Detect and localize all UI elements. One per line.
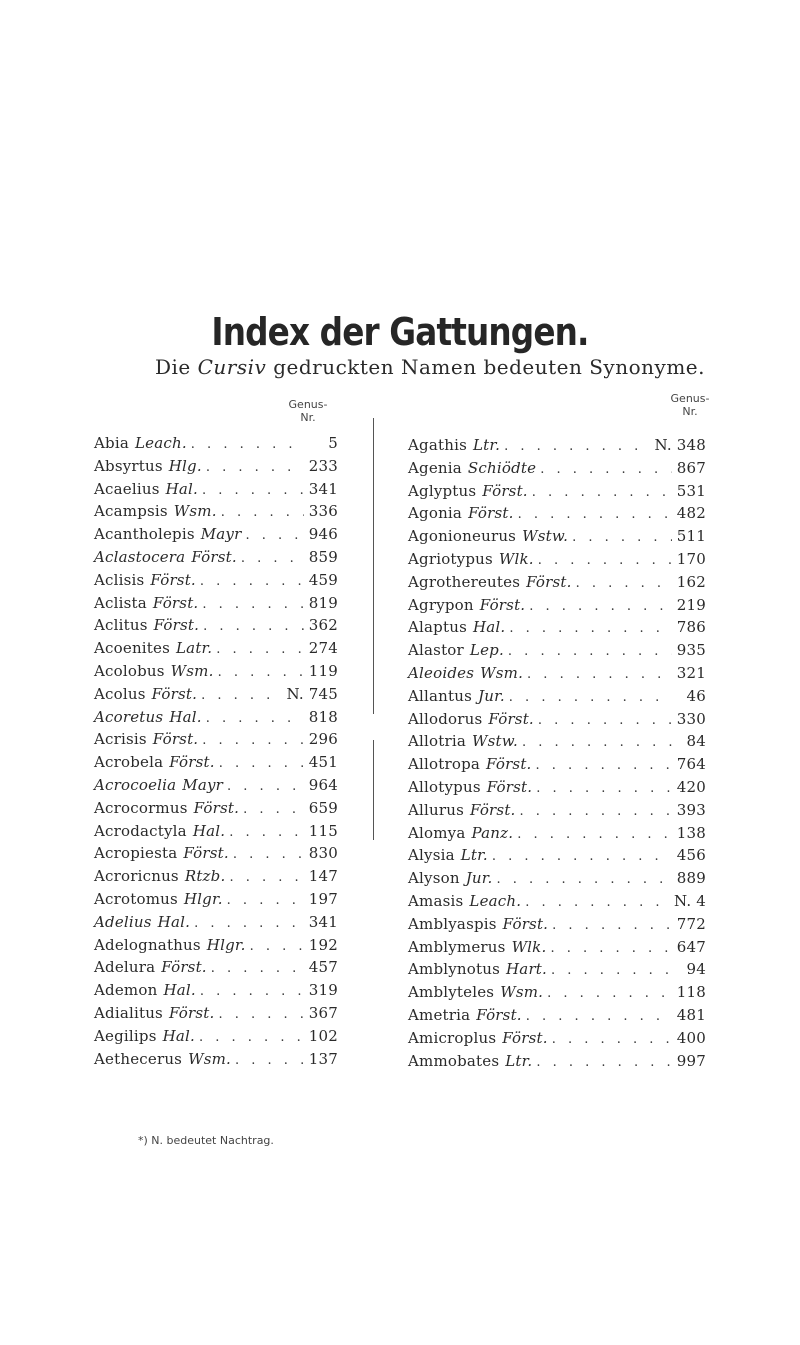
index-entry [408,664,706,687]
index-entry [94,594,338,617]
dot-leaders [504,439,650,454]
dot-leaders [532,485,672,500]
index-entry [408,550,706,573]
dot-leaders [211,961,304,976]
genus-number: 946 [308,525,338,544]
index-entry [94,639,338,662]
dot-leaders [233,847,304,862]
dot-leaders [227,779,304,794]
index-entry [408,778,706,801]
subtitle-italic-word: Cursiv [197,355,267,379]
index-entry [94,457,338,480]
genus-name: Agriotypus [408,549,493,568]
author-abbrev: Wlk. [498,549,534,568]
index-entry [94,936,338,959]
genus-number: 659 [308,798,338,817]
genus-name: Acolobus [94,661,165,680]
subtitle [0,355,800,379]
genus-number: 94 [686,960,706,979]
index-entry [408,459,706,482]
author-abbrev: Först. [150,570,196,589]
index-entry [94,571,338,594]
author-abbrev: Hal. [157,912,191,931]
author-abbrev: Först. [468,504,514,523]
dot-leaders [243,802,304,817]
genus-number: N. 4 [673,891,706,910]
genus-number: 935 [676,641,706,660]
index-entry [94,548,338,571]
genus-number: 170 [676,549,706,568]
genus-number: 233 [308,456,338,475]
dot-leaders [219,756,304,771]
genus-number: 192 [308,935,338,954]
index-entry [94,1004,338,1027]
genus-name: Acrobela [94,753,164,772]
genus-number: 330 [676,709,706,728]
footnote: *) N. bedeutet Nachtrag. [138,1134,274,1147]
index-entry [408,846,706,869]
right-entry-list [408,436,706,1074]
genus-name: Alaptus [408,618,467,637]
author-abbrev: Hal. [163,981,196,1000]
genus-name: Acrotomus [94,889,178,908]
dot-leaders [241,551,304,566]
index-entry [94,981,338,1004]
index-entry [94,502,338,525]
index-entry [408,869,706,892]
genus-name: Aegilips [94,1026,157,1045]
author-abbrev: Lep. [469,641,504,660]
genus-name: Allantus [408,686,473,705]
author-abbrev: Wsm. [480,663,524,682]
genus-name: Acrocormus [94,798,188,817]
author-abbrev: Panz. [471,823,514,842]
genus-number: N. 348 [654,436,706,454]
index-entry [408,527,706,550]
genus-number: 647 [676,937,706,956]
author-abbrev: Ltr. [460,846,488,865]
dot-leaders [202,733,304,748]
genus-number: 997 [676,1051,706,1070]
dot-leaders [202,483,304,498]
dot-leaders [527,667,672,682]
genus-name: Acrisis [94,730,147,749]
index-entry [94,776,338,799]
index-entry [408,983,706,1006]
author-abbrev: Wstw. [522,527,569,546]
genus-number: 137 [308,1049,338,1068]
author-abbrev: Först. [191,547,237,566]
index-entry [408,755,706,778]
author-abbrev: Ltr. [505,1051,533,1070]
dot-leaders [191,437,304,452]
dot-leaders [550,941,672,956]
dot-leaders [218,665,304,680]
author-abbrev: Hal. [169,707,202,726]
genus-name: Aclisis [94,570,145,589]
genus-number: 336 [308,502,338,521]
genus-name: Adelura [94,958,156,977]
author-abbrev: Först. [169,753,215,772]
author-abbrev: Hal. [192,821,226,840]
dot-leaders [200,984,304,999]
genus-number: 456 [676,846,706,865]
genus-name: Amblyaspis [408,914,497,933]
dot-leaders [536,758,672,773]
genus-number: 341 [308,479,338,498]
author-abbrev: Jur. [478,686,505,705]
genus-name: Amasis [408,891,464,910]
dot-leaders [201,688,282,703]
genus-number: 102 [308,1026,338,1045]
dot-leaders [536,1055,672,1070]
subtitle-end: gedruckten Namen bedeuten Synonyme. [273,355,705,379]
genus-name: Aethecerus [94,1049,183,1068]
dot-leaders [520,804,672,819]
genus-number: 531 [676,481,706,500]
genus-number: 964 [308,775,338,794]
author-abbrev: Wstw. [472,732,518,751]
author-abbrev: Ltr. [472,436,501,454]
genus-name: Allotypus [408,777,481,796]
genus-number: 459 [308,570,338,589]
dot-leaders [552,1032,672,1047]
genus-number: 147 [308,867,338,886]
genus-name: Acoenites [94,639,171,658]
genus-name: Absyrtus [94,456,163,475]
dot-leaders [218,1007,304,1022]
genus-name: Adialitus [94,1003,163,1022]
genus-number: 367 [308,1003,338,1022]
index-entry [408,482,706,505]
genus-number: 819 [308,593,338,612]
index-entry [408,892,706,915]
dot-leaders [200,574,304,589]
genus-name: Aglyptus [408,481,477,500]
column-divider [373,418,374,714]
author-abbrev: Först. [502,1028,548,1047]
dot-leaders [529,599,672,614]
dot-leaders [245,528,304,543]
dot-leaders [509,690,672,705]
dot-leaders [572,530,672,545]
genus-number: 219 [676,595,706,614]
genus-number: 764 [676,755,706,774]
author-abbrev: Först. [482,481,528,500]
genus-number: 118 [676,983,706,1002]
index-entry [408,1006,706,1029]
dot-leaders [576,576,672,591]
author-abbrev: Först. [479,595,526,614]
genus-name: Aclastocera [94,547,186,566]
author-abbrev: Först. [486,755,532,774]
genus-number: 321 [676,663,706,682]
genus-name: Acropiesta [94,844,178,863]
index-entry [408,1029,706,1052]
dot-leaders [496,872,672,887]
genus-number: 420 [676,777,706,796]
author-abbrev: Först. [476,1005,522,1024]
author-abbrev: Jur. [465,869,493,888]
index-entry [408,1052,706,1075]
genus-name: Acroricnus [94,867,179,886]
genus-name: Aclista [94,593,147,612]
genus-number: 859 [308,547,338,566]
index-entry [94,685,338,708]
index-entry [94,730,338,753]
dot-leaders [547,986,672,1001]
index-entry [94,867,338,890]
index-entry [408,801,706,824]
author-abbrev: Schiödte [467,458,537,477]
genus-name: Agrothereutes [408,572,521,591]
genus-number: 786 [676,618,706,637]
author-abbrev: Först. [152,730,199,749]
page-title: Index der Gattungen. [211,310,589,354]
index-entry [408,618,706,641]
dot-leaders [203,619,304,634]
genus-number: 115 [308,821,338,840]
subtitle-start: Die [154,355,191,379]
genus-name: Alysia [408,846,455,865]
dot-leaders [206,711,304,726]
index-entry [408,824,706,847]
genus-number: 400 [676,1028,706,1047]
genus-name: Ametria [408,1005,471,1024]
genus-name: Agathis [408,436,467,454]
genus-name: Acampsis [94,502,168,521]
index-entry [94,913,338,936]
index-entry [408,504,706,527]
genus-number: 393 [676,800,706,819]
index-entry [94,1027,338,1050]
dot-leaders [199,1030,304,1045]
genus-name: Acoretus [94,707,164,726]
genus-number: N. 745 [286,684,338,703]
genus-name: Agrypon [408,595,474,614]
author-abbrev: Först. [526,572,572,591]
index-entry [94,958,338,981]
dot-leaders [229,870,304,885]
author-abbrev: Wsm. [170,661,214,680]
genus-name: Allurus [408,800,465,819]
index-entry [408,938,706,961]
author-abbrev: Först. [151,684,198,703]
genus-name: Amblynotus [408,960,501,979]
author-abbrev: Wsm. [173,502,217,521]
genus-number: 511 [676,527,706,546]
genus-number: 84 [686,732,706,751]
index-entry [408,710,706,733]
genus-number: 889 [676,869,706,888]
index-entry [94,525,338,548]
dot-leaders [221,505,304,520]
author-abbrev: Wsm. [188,1049,232,1068]
index-entry [94,799,338,822]
genus-name: Ammobates [408,1051,500,1070]
dot-leaders [202,597,304,612]
genus-number: 5 [328,434,338,452]
dot-leaders [250,939,304,954]
genus-name: Acolus [94,684,146,703]
author-abbrev: Hal. [162,1026,195,1045]
index-entry [94,708,338,731]
author-abbrev: Leach. [134,434,187,452]
author-abbrev: Hart. [506,960,548,979]
index-entry [408,960,706,983]
genus-name: Allotropa [408,755,481,774]
index-entry [94,434,338,457]
author-abbrev: Först. [161,958,207,977]
column-divider-lower [373,740,374,840]
genus-name: Abia [94,434,129,452]
author-abbrev: Först. [183,844,229,863]
genus-number: 162 [676,572,706,591]
index-entry [94,844,338,867]
genus-name: Ademon [94,981,158,1000]
dot-leaders [227,893,304,908]
genus-name: Adelius [94,912,152,931]
genus-name: Agonioneurus [408,527,517,546]
author-abbrev: Hal. [165,479,198,498]
genus-name: Aclitus [94,616,148,635]
left-entry-list [94,434,338,1072]
genus-number: 772 [676,914,706,933]
dot-leaders [552,918,672,933]
dot-leaders [235,1053,304,1068]
dot-leaders [525,895,670,910]
genus-number: 457 [308,958,338,977]
index-entry [94,753,338,776]
left-column-header: Genus- Nr. [288,398,328,424]
genus-number: 867 [676,458,706,477]
author-abbrev: Först. [488,709,534,728]
author-abbrev: Först. [168,1003,215,1022]
genus-number: 46 [686,686,706,705]
author-abbrev: Rtzb. [184,867,226,886]
index-entry [408,436,706,459]
author-abbrev: Hlg. [168,456,202,475]
genus-name: Acaelius [94,479,160,498]
dot-leaders [229,825,304,840]
dot-leaders [540,462,672,477]
dot-leaders [526,1009,672,1024]
genus-number: 274 [308,639,338,658]
dot-leaders [517,827,672,842]
author-abbrev: Först. [152,593,199,612]
author-abbrev: Hlgr. [183,889,223,908]
index-entry [408,687,706,710]
genus-name: Acrodactyla [94,821,187,840]
dot-leaders [206,460,304,475]
genus-number: 481 [676,1005,706,1024]
index-entry [408,573,706,596]
genus-number: 341 [308,912,338,931]
author-abbrev: Först. [502,914,549,933]
genus-name: Alastor [408,641,464,660]
author-abbrev: Leach. [469,891,522,910]
index-entry [408,596,706,619]
dot-leaders [551,963,672,978]
author-abbrev: Mayr [182,775,224,794]
genus-number: 830 [308,844,338,863]
genus-name: Agonia [408,504,463,523]
genus-name: Acrocoelia [94,775,177,794]
genus-number: 138 [676,823,706,842]
index-entry [408,915,706,938]
author-abbrev: Först. [470,800,516,819]
author-abbrev: Mayr [200,525,242,544]
genus-number: 197 [308,889,338,908]
genus-name: Amblyteles [408,983,495,1002]
genus-name: Amblymerus [408,937,506,956]
genus-name: Allotria [408,732,466,751]
dot-leaders [538,553,672,568]
genus-name: Acantholepis [94,525,195,544]
genus-name: Alomya [408,823,466,842]
index-entry [94,1050,338,1073]
author-abbrev: Latr. [176,639,213,658]
dot-leaders [492,849,672,864]
dot-leaders [509,621,672,636]
genus-name: Amicroplus [408,1028,497,1047]
author-abbrev: Först. [486,777,533,796]
index-entry [94,616,338,639]
genus-number: 319 [308,981,338,1000]
index-entry [94,480,338,503]
genus-number: 482 [676,504,706,523]
author-abbrev: Wsm. [500,983,544,1002]
author-abbrev: Först. [153,616,200,635]
genus-number: 362 [308,616,338,635]
genus-number: 818 [308,707,338,726]
index-entry [408,641,706,664]
author-abbrev: Wlk. [511,937,547,956]
dot-leaders [536,781,672,796]
author-abbrev: Hal. [472,618,506,637]
dot-leaders [538,713,672,728]
dot-leaders [508,644,672,659]
author-abbrev: Hlgr. [206,935,246,954]
dot-leaders [522,735,672,750]
dot-leaders [518,507,672,522]
genus-name: Alyson [408,869,460,888]
index-entry [94,662,338,685]
author-abbrev: Först. [193,798,240,817]
index-entry [94,890,338,913]
index-entry [94,822,338,845]
dot-leaders [194,916,304,931]
genus-name: Allodorus [408,709,483,728]
index-entry [408,732,706,755]
genus-name: Agenia [408,458,462,477]
genus-name: Adelognathus [94,935,201,954]
genus-name: Aleoides [408,663,475,682]
genus-number: 119 [308,661,338,680]
dot-leaders [216,642,304,657]
right-column-header: Genus- Nr. [670,392,710,418]
genus-number: 451 [308,753,338,772]
genus-number: 296 [308,730,338,749]
